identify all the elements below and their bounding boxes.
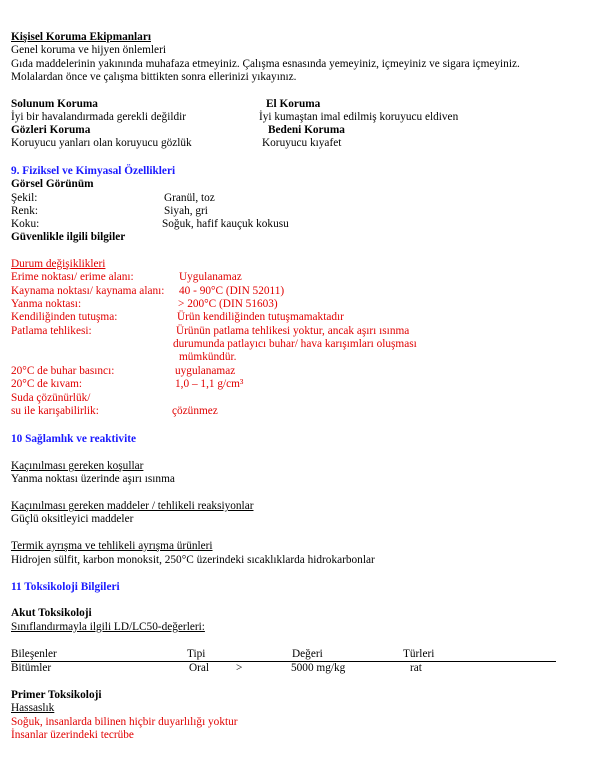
vapor-label: 20°C de buhar basıncı: bbox=[11, 365, 115, 377]
ppe-title: Kişisel Koruma Ekipmanları bbox=[11, 31, 151, 43]
explosion-value-2: durumunda patlayıcı buhar/ hava karışımları oluşması bbox=[173, 338, 417, 350]
hand-text: İyi kumaştan imal edilmiş koruyucu eldiven bbox=[259, 111, 459, 123]
solubility-label-1: Suda çözünürlük/ bbox=[11, 392, 91, 404]
row-value: 5000 mg/kg bbox=[291, 662, 346, 674]
materials-title: Kaçınılması gereken maddeler / tehlikeli reaksiyonlar bbox=[11, 500, 254, 512]
ppe-general: Genel koruma ve hijyen önlemleri bbox=[11, 44, 166, 56]
explosion-value-1: Ürünün patlama tehlikesi yoktur, ancak aşırı ısınma bbox=[176, 325, 410, 337]
conditions-text: Yanma noktası üzerinde aşırı ısınma bbox=[11, 473, 175, 485]
color-label: Renk: bbox=[11, 205, 38, 217]
color-value: Siyah, gri bbox=[164, 205, 208, 217]
col-header-species: Türleri bbox=[403, 648, 435, 660]
eye-title: Gözleri Koruma bbox=[11, 124, 91, 136]
body-title: Bedeni Koruma bbox=[268, 124, 345, 136]
flash-value: > 200°C (DIN 51603) bbox=[178, 298, 278, 310]
appearance-title: Görsel Görünüm bbox=[11, 178, 94, 190]
state-changes-title: Durum değişiklikleri bbox=[11, 258, 106, 270]
row-component: Bitümler bbox=[11, 662, 52, 674]
decomposition-title: Termik ayrışma ve tehlikeli ayrışma ürünleri bbox=[11, 540, 213, 552]
conditions-title: Kaçınılması gereken koşullar bbox=[11, 460, 144, 472]
materials-text: Güçlü oksitleyici maddeler bbox=[11, 513, 134, 525]
solubility-label-2: su ile karışabilirlik: bbox=[11, 405, 99, 417]
row-operator: > bbox=[236, 662, 243, 674]
boiling-value: 40 - 90°C (DIN 52011) bbox=[179, 285, 285, 297]
col-header-value: Değeri bbox=[292, 648, 323, 660]
odor-value: Soğuk, hafif kauçuk kokusu bbox=[162, 218, 289, 230]
eye-text: Koruyucu yanları olan koruyucu gözlük bbox=[11, 137, 192, 149]
ignition-value: Ürün kendiliğinden tutuşmamaktadır bbox=[177, 311, 344, 323]
flash-label: Yanma noktası: bbox=[11, 298, 82, 310]
human-experience: İnsanlar üzerindeki tecrübe bbox=[11, 729, 134, 741]
respiratory-title: Solunum Koruma bbox=[11, 98, 98, 110]
sensitivity-title: Hassaslık bbox=[11, 702, 55, 714]
respiratory-text: İyi bir havalandırmada gerekli değildir bbox=[11, 111, 187, 123]
acute-title: Akut Toksikoloji bbox=[11, 607, 92, 619]
section-9-title: 9. Fiziksel ve Kimyasal Özellikleri bbox=[11, 165, 176, 177]
vapor-value: uygulanamaz bbox=[175, 365, 236, 377]
section-10-title: 10 Sağlamlık ve reaktivite bbox=[11, 433, 136, 445]
density-value: 1,0 – 1,1 g/cm³ bbox=[175, 378, 244, 390]
ppe-line-2: Molalardan önce ve çalışma bittikten sonra ellerinizi yıkayınız. bbox=[11, 71, 297, 83]
ppe-line-1: Gıda maddelerinin yakınında muhafaza etmeyiniz. Çalışma esnasında yemeyiniz, içmeyiniz ve sigara içmeyiniz. bbox=[11, 58, 520, 70]
odor-label: Koku: bbox=[11, 218, 40, 230]
row-species: rat bbox=[410, 662, 422, 674]
safety-title: Güvenlikle ilgili bilgiler bbox=[11, 231, 126, 243]
section-11-title: 11 Toksikoloji Bilgileri bbox=[11, 581, 120, 593]
classification-title: Sınıflandırmayla ilgili LD/LC50-değerleri: bbox=[11, 621, 205, 633]
col-header-component: Bileşenler bbox=[11, 648, 57, 660]
boiling-label: Kaynama noktası/ kaynama alanı: bbox=[11, 285, 165, 297]
primary-tox-title: Primer Toksikoloji bbox=[11, 689, 102, 701]
shape-value: Granül, toz bbox=[164, 192, 215, 204]
body-text: Koruyucu kıyafet bbox=[262, 137, 342, 149]
melting-value: Uygulanamaz bbox=[179, 271, 242, 283]
row-type: Oral bbox=[189, 662, 210, 674]
density-label: 20°C de kıvam: bbox=[11, 378, 83, 390]
shape-label: Şekil: bbox=[11, 192, 38, 204]
solubility-value: çözünmez bbox=[172, 405, 218, 417]
col-header-type: Tipi bbox=[187, 648, 206, 660]
hand-title: El Koruma bbox=[266, 98, 321, 110]
decomposition-text: Hidrojen sülfit, karbon monoksit, 250°C üzerindeki sıcaklıklarda hidrokarbonlar bbox=[11, 554, 375, 566]
ignition-label: Kendiliğinden tutuşma: bbox=[11, 311, 118, 323]
table-rule bbox=[11, 661, 556, 662]
sensitivity-text: Soğuk, insanlarda bilinen hiçbir duyarlılığı yoktur bbox=[11, 716, 238, 728]
melting-label: Erime noktası/ erime alanı: bbox=[11, 271, 134, 283]
explosion-label: Patlama tehlikesi: bbox=[11, 325, 92, 337]
explosion-value-3: mümkündür. bbox=[179, 351, 237, 363]
